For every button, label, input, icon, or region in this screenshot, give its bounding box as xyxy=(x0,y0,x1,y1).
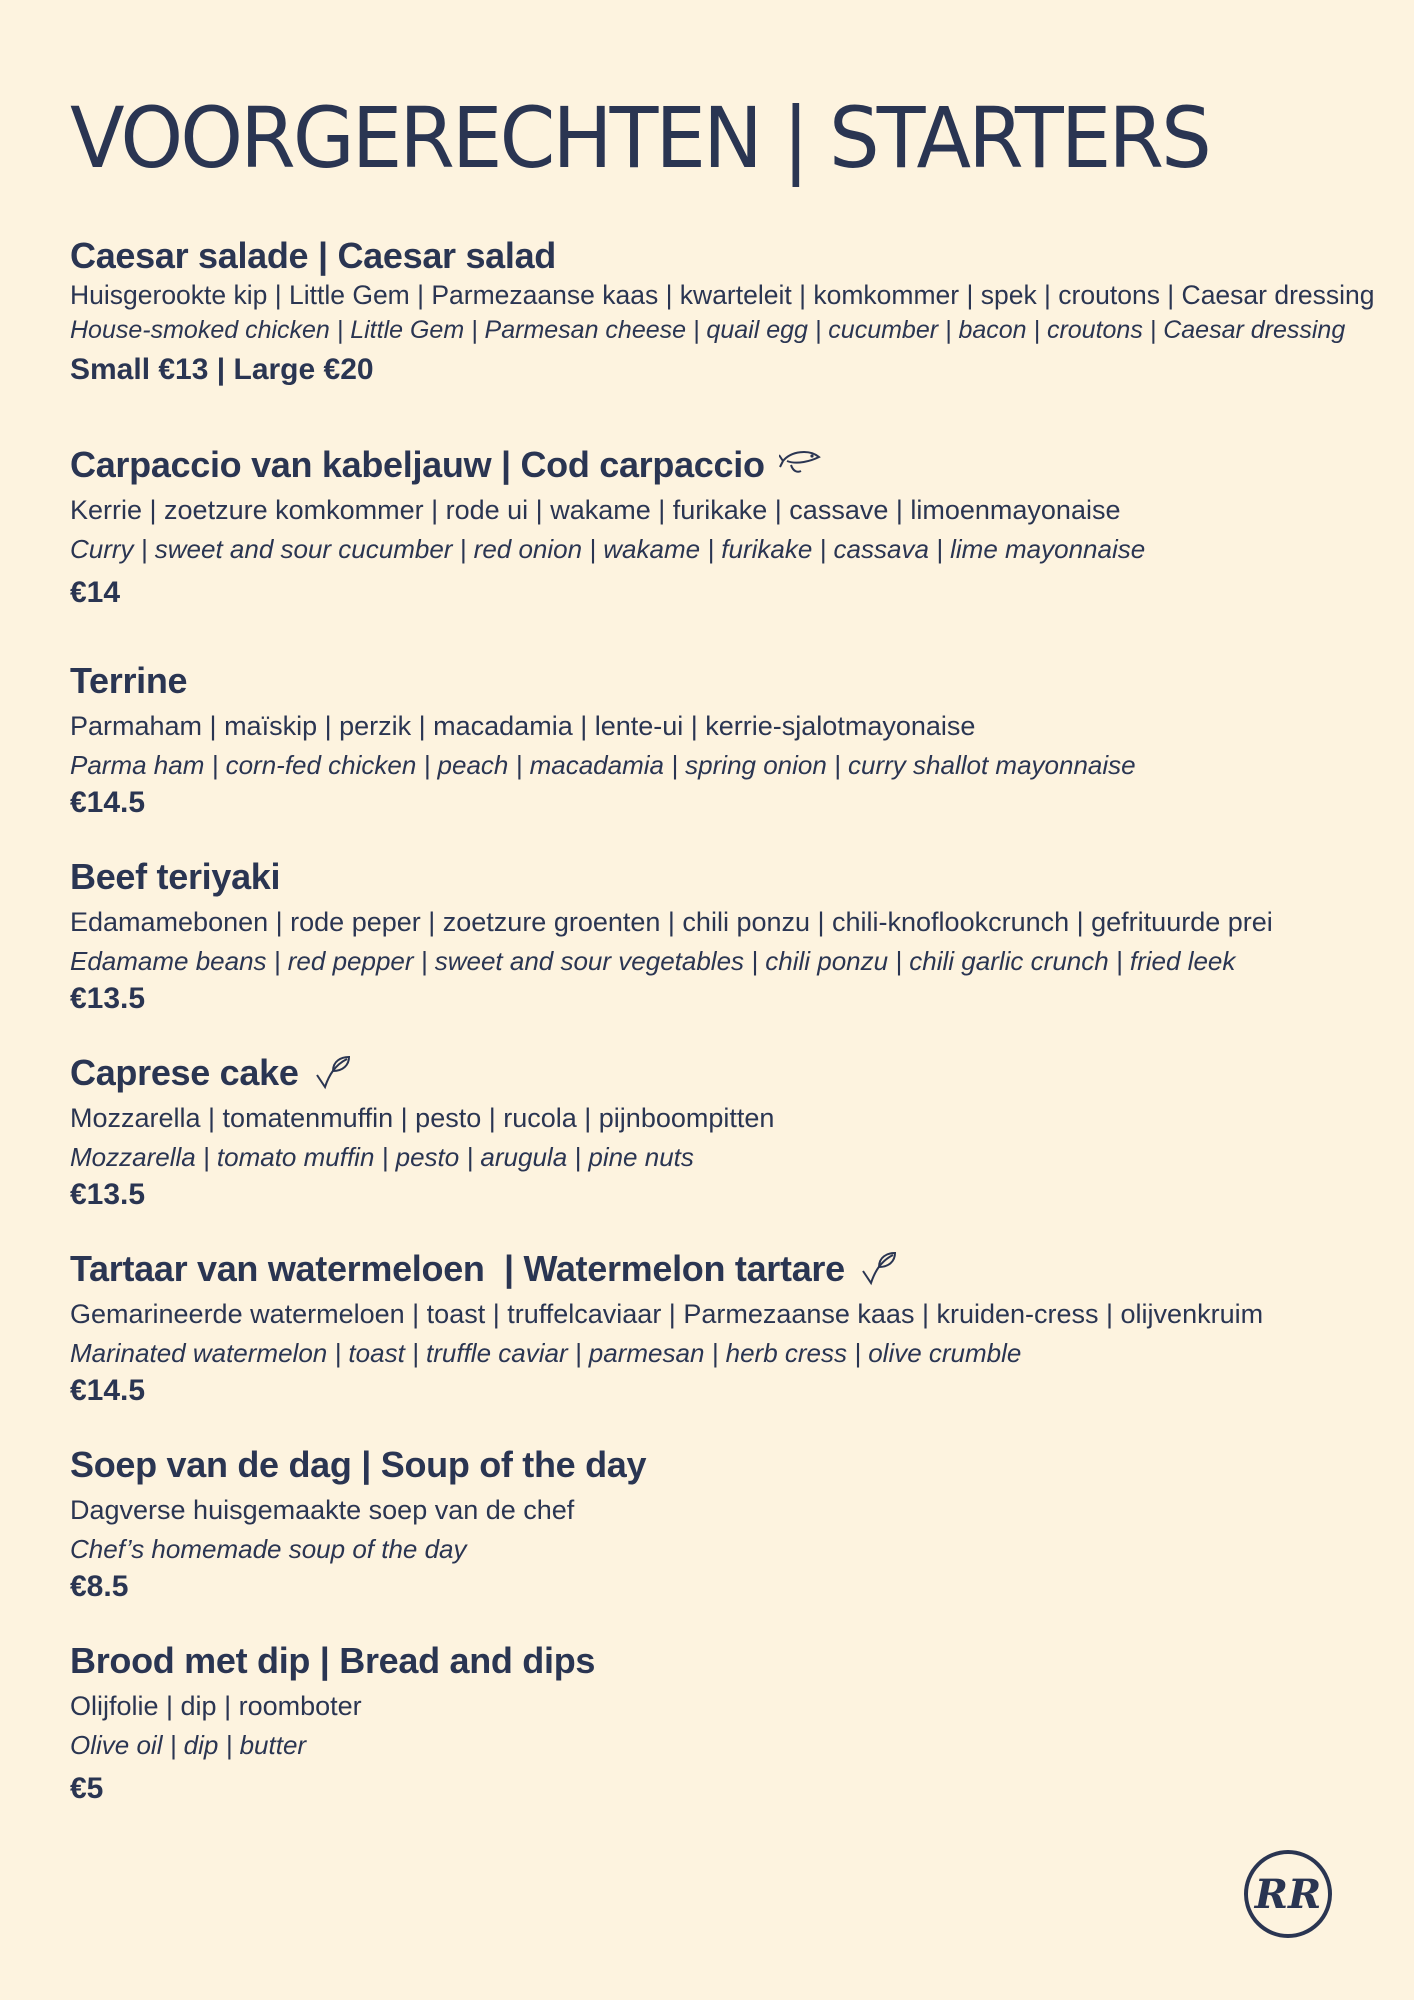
dish-bread-and-dips xyxy=(70,1639,1360,1807)
dish-description-nl: Huisgerookte kip | Little Gem | Parmezaanse kaas | kwarteleit | komkommer | spek | croutons | Caesar dressing xyxy=(70,280,1375,310)
dish-watermelon-tartare xyxy=(70,1247,1360,1409)
leaf-icon xyxy=(313,1055,357,1091)
fish-icon xyxy=(779,447,823,483)
dish-description-en: Parma ham | corn-fed chicken | peach | macadamia | spring onion | curry shallot mayonnaise xyxy=(70,750,1136,780)
dish-description-en: House-smoked chicken | Little Gem | Parmesan cheese | quail egg | cucumber | bacon | croutons | Caesar dressing xyxy=(70,316,1346,344)
dish-description-en: Chef’s homemade soup of the day xyxy=(70,1534,467,1564)
dish-price: €14 xyxy=(70,576,121,609)
dish-description-nl: Edamamebonen | rode peper | zoetzure groenten | chili ponzu | chili-knoflookcrunch | gefrituurde prei xyxy=(70,907,1273,937)
dish-price: €8.5 xyxy=(70,1570,129,1603)
dish-description-en: Curry | sweet and sour cucumber | red onion | wakame | furikake | cassava | lime mayonnaise xyxy=(70,534,1146,564)
dish-cod-carpaccio xyxy=(70,443,1360,611)
leaf-icon xyxy=(859,1251,903,1287)
dish-name: Terrine xyxy=(70,660,188,701)
dish-description-nl: Mozzarella | tomatenmuffin | pesto | rucola | pijnboompitten xyxy=(70,1103,775,1133)
dish-description-nl: Kerrie | zoetzure komkommer | rode ui | wakame | furikake | cassave | limoenmayonaise xyxy=(70,495,1121,525)
dish-description-nl: Parmaham | maïskip | perzik | macadamia | lente-ui | kerrie-sjalotmayonaise xyxy=(70,711,976,741)
dish-name: Soep van de dag | Soup of the day xyxy=(70,1444,647,1485)
logo-text: RR xyxy=(1254,1871,1322,1918)
dish-description-en: Mozzarella | tomato muffin | pesto | arugula | pine nuts xyxy=(70,1142,694,1172)
dish-description-en: Edamame beans | red pepper | sweet and sour vegetables | chili ponzu | chili garlic crunch | fried leek xyxy=(70,946,1236,976)
dish-name: Caesar salade | Caesar salad xyxy=(70,235,557,276)
dish-soup-of-the-day xyxy=(70,1443,1360,1605)
dish-description-nl: Dagverse huisgemaakte soep van de chef xyxy=(70,1495,575,1525)
dish-description-nl: Gemarineerde watermeloen | toast | truffelcaviaar | Parmezaanse kaas | kruiden-cress | olijvenkruim xyxy=(70,1299,1264,1329)
dish-description-en: Marinated watermelon | toast | truffle caviar | parmesan | herb cress | olive crumble xyxy=(70,1338,1022,1368)
dish-beef-teriyaki xyxy=(70,855,1360,1017)
dish-name: Beef teriyaki xyxy=(70,856,281,897)
dish-name: Tartaar van watermeloen | Watermelon tartare xyxy=(70,1247,1360,1291)
dish-description-en: Olive oil | dip | butter xyxy=(70,1730,307,1760)
dish-description-nl: Olijfolie | dip | roomboter xyxy=(70,1691,362,1721)
dish-name: Carpaccio van kabeljauw | Cod carpaccio xyxy=(70,443,1360,487)
page-title: VOORGERECHTEN | STARTERS xyxy=(70,89,1209,187)
dish-caprese-cake xyxy=(70,1051,1360,1213)
dish-terrine xyxy=(70,659,1360,821)
dish-name: Caprese cake xyxy=(70,1051,1360,1095)
dish-price: €13.5 xyxy=(70,982,146,1015)
dish-price: €14.5 xyxy=(70,786,146,819)
dish-price: €5 xyxy=(70,1772,104,1805)
rr-monogram-logo xyxy=(1242,1848,1334,1940)
dish-price: €13.5 xyxy=(70,1178,146,1211)
dish-price: Small €13 | Large €20 xyxy=(70,353,374,386)
dish-price: €14.5 xyxy=(70,1374,146,1407)
dish-caesar-salad xyxy=(70,234,1375,388)
dish-name: Brood met dip | Bread and dips xyxy=(70,1640,596,1681)
